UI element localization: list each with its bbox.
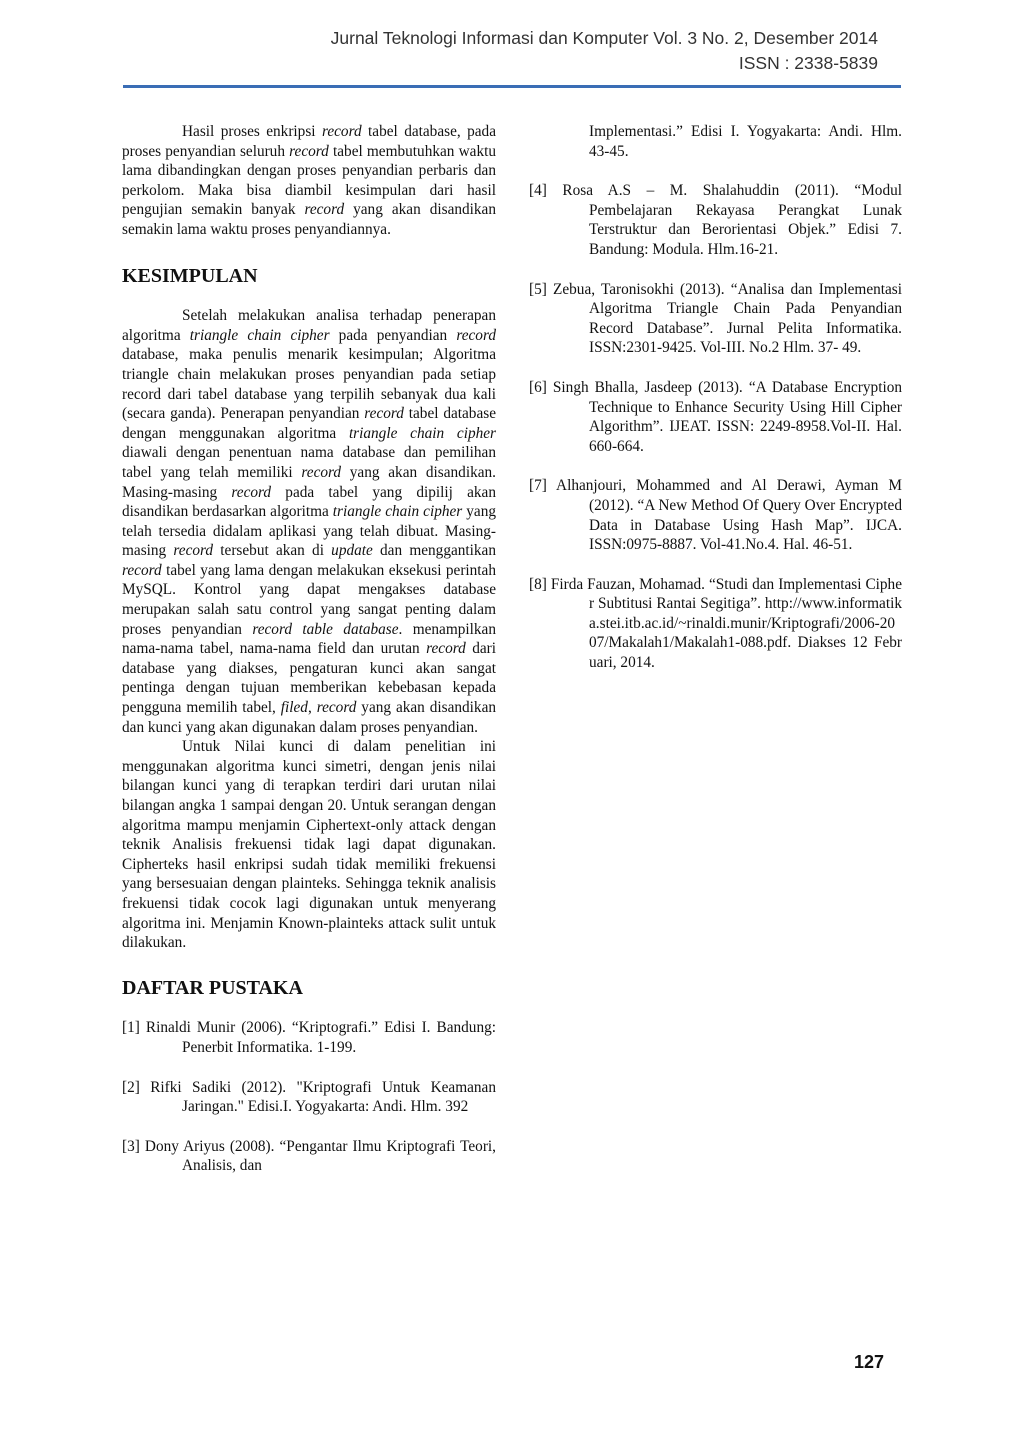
reference-3-continued: Implementasi.” Edisi I. Yogyakarta: Andi. Hlm. 43-45. <box>589 123 902 160</box>
italic-term: record <box>122 561 162 579</box>
conclusion-paragraph-2: Untuk Nilai kunci di dalam penelitian ini menggunakan algoritma kunci simetri, dengan jenis nilai bilangan kunci yang di terapkan terdiri dari urutan nilai bilangan angka 1 sampai dengan 20. Untuk serangan dengan algoritma mampu menjamin Ciphertext-only attack dengan teknik Analisis frekuensi tidak lagi dapat digunakan. Cipherteks hasil enkripsi sudah tidak memiliki frekuensi yang bersesuaian dengan plainteks. Sehingga teknik analisis frekuensi tidak cocok lagi digunakan untuk menyerang algoritma ini. Menjamin Known-plainteks attack sulit untuk dilakukan. <box>122 738 496 952</box>
italic-term: filed <box>280 699 308 717</box>
italic-term: record <box>301 463 342 481</box>
reference-1: [1] Rinaldi Munir (2006). “Kriptografi.” Edisi I. Bandung: Penerbit Informatika. 1-199. <box>122 1019 496 1056</box>
right-column <box>529 122 902 673</box>
italic-term: record <box>304 201 345 219</box>
journal-issn: ISSN : 2338-5839 <box>738 53 878 73</box>
italic-term: record <box>456 326 496 344</box>
italic-term: triangle chain cipher <box>332 503 463 521</box>
italic-term: triangle chain cipher <box>189 326 330 344</box>
reference-4: [4] Rosa A.S – M. Shalahuddin (2011). “Modul Pembelajaran Rekayasa Perangkat Lunak Terstruktur dan Berorientasi Objek.” Edisi 7. Bandung: Modula. Hlm.16-21. <box>529 182 902 258</box>
italic-term: triangle chain cipher <box>348 424 496 442</box>
journal-title: Jurnal Teknologi Informasi dan Komputer Vol. 3 No. 2, Desember 2014 <box>330 28 878 48</box>
reference-7: [7] Alhanjouri, Mohammed and Al Derawi, Ayman M (2012). “A New Method Of Query Over Encrypted Data in Database Using Hash Map”. IJCA. ISSN:0975-8887. Vol-41.No.4. Hal. 46-51. <box>529 477 902 554</box>
italic-term: record <box>173 542 214 560</box>
conclusion-paragraph-1: Setelah melakukan analisa terhadap penerapan algoritma triangle chain cipher pada penyandian record database, maka penulis menarik kesimpulan; Algoritma triangle chain melakukan proses penyandian pada setiap record dari tabel database yang terpilih sebanyak dua kali (secara ganda). Penerapan penyandian record tabel database dengan menggunakan algoritma triangle chain cipher diawali dengan penentuan nama database dan pemilihan tabel yang telah memiliki record yang akan disandikan. Masing-masing record pada tabel yang dipilij akan disandikan berdasarkan algoritma triangle chain cipher yang telah tersedia didalam aplikasi yang telah dibuat. Masing-masing record tersebut akan di update dan menggantikan record tabel yang lama dengan melakukan eksekusi perintah MySQL. Kontrol yang dapat mengakses database merupakan salah satu control yang sangat penting dalam proses penyandian record table database. menampilkan nama-nama tabel, nama-nama field dan urutan record dari database yang diakses, pengaturan kunci akan sangat pentinga dengan tujuan memberikan kebebasan kepada pengguna memilih tabel, filed, record yang akan disandikan dan kunci yang akan digunakan dalam proses penyandian. <box>122 307 497 736</box>
reference-6: [6] Singh Bhalla, Jasdeep (2013). “A Database Encryption Technique to Enhance Security Using Hill Cipher Algorithm”. IJEAT. ISSN: 2249-8958.Vol-II. Hal. 660-664. <box>529 378 902 455</box>
italic-term: record <box>426 640 466 658</box>
italic-term: record <box>364 405 404 423</box>
left-column <box>122 122 496 1176</box>
conclusion-heading: KESIMPULAN <box>122 264 258 287</box>
italic-term: update <box>331 542 373 560</box>
references-heading: DAFTAR PUSTAKA <box>122 976 303 999</box>
italic-term: record <box>321 123 362 140</box>
journal-header <box>331 26 878 76</box>
header-divider <box>123 85 901 88</box>
results-paragraph: Hasil proses enkripsi record tabel database, pada proses penyandian seluruh record tabel membutuhkan waktu lama dibandingkan dengan proses penyandian perbaris dan perkolom. Maka bisa diambil kesimpulan dari hasil pengujian semakin banyak record yang akan disandikan semakin lama waktu proses penyandiannya. <box>122 123 496 238</box>
reference-2: [2] Rifki Sadiki (2012). "Kriptografi Untuk Keamanan Jaringan." Edisi.I. Yogyakarta: Andi. Hlm. 392 <box>122 1078 496 1116</box>
italic-term: record <box>289 142 329 160</box>
italic-term: record table database <box>252 620 399 638</box>
reference-5: [5] Zebua, Taronisokhi (2013). “Analisa dan Implementasi Algoritma Triangle Chain Pada Penyandian Record Database”. Jurnal Pelita Informatika. ISSN:2301-9425. Vol-III. No.2 Hlm. 37- 49. <box>529 280 902 357</box>
italic-term: record <box>316 699 357 717</box>
italic-term: record <box>231 483 272 501</box>
reference-3: [3] Dony Ariyus (2008). “Pengantar Ilmu Kriptografi Teori, Analisis, dan <box>122 1137 496 1175</box>
reference-8: [8] Firda Fauzan, Mohamad. “Studi dan Implementasi Cipher Subtitusi Rantai Segitiga”. http://www.informatika.stei.itb.ac.id/~rinaldi.munir/Kriptografi/2006-2007/Makalah1/Makalah1-088.pdf. Diakses 12 Februari, 2014. <box>529 575 902 672</box>
page-number: 127 <box>853 1352 884 1372</box>
